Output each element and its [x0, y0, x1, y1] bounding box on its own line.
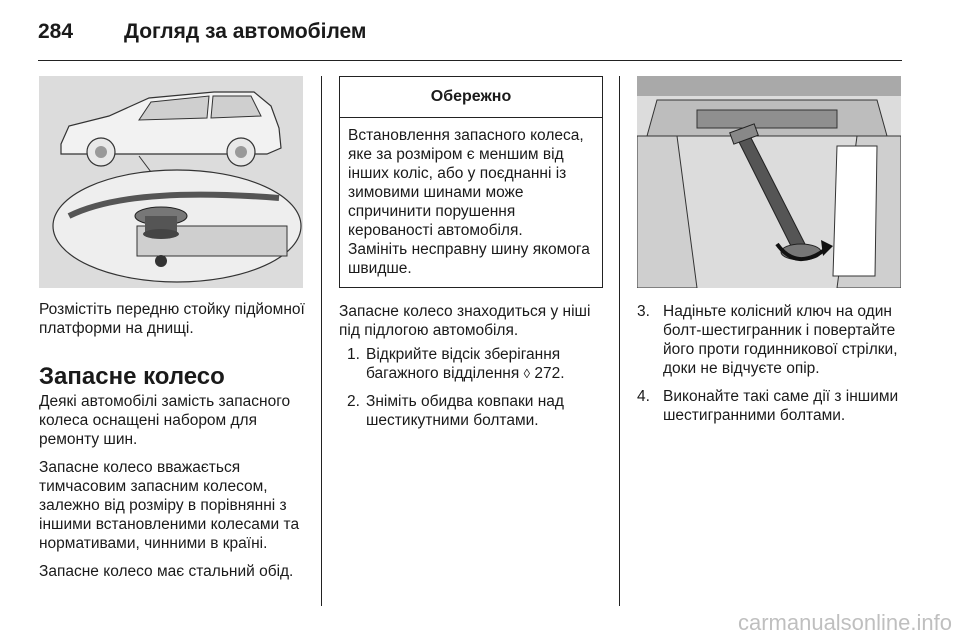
page-reference-icon: ◊	[523, 366, 531, 381]
warning-body	[340, 118, 602, 287]
page-reference[interactable]: 272.	[534, 365, 565, 382]
step-number: 2.	[347, 393, 360, 410]
step-text: Виконайте такі саме дії з іншими шестигранними болтами.	[663, 388, 899, 424]
paragraph-temporary-spare: Запасне колесо вважається тимчасовим запасним колесом, залежно від розміру в порівнянні з іншими встановленими колесами та нормативами, чинними в країні.	[39, 459, 300, 552]
steps-list-2	[637, 302, 903, 425]
page-title: Догляд за автомобілем	[124, 20, 367, 43]
step-number: 1.	[347, 346, 360, 363]
page-header	[38, 14, 902, 60]
illustration-caption: Розмістіть передню стойку підйомної платформи на днищі.	[39, 301, 305, 337]
wheel-wrench-illustration	[637, 76, 901, 288]
wheel-wrench-drawing	[637, 76, 901, 288]
section-title: Запасне колесо	[39, 363, 225, 390]
column-divider-1	[321, 76, 322, 606]
column-divider-2	[619, 76, 620, 606]
list-item	[339, 345, 603, 383]
list-item	[637, 302, 903, 378]
warning-advice: Замініть несправну шину якомога швидше.	[348, 241, 590, 277]
warning-box	[339, 76, 603, 288]
paragraph-steel-rim: Запасне колесо має стальний обід.	[39, 563, 294, 580]
column-2	[339, 76, 603, 439]
warning-text: Встановлення запасного колеса, яке за розміром є меншим від інших коліс, або у поєднанні із зимовими шинами може спричинити порушення керованості автомобіля.	[348, 127, 584, 239]
steps-list-1	[339, 345, 603, 430]
step-text: Надіньте колісний ключ на один болт-шестигранник і повертайте його проти годинникової стрілки, доки не відчуєте опір.	[663, 303, 898, 377]
warning-title: Обережно	[340, 77, 602, 118]
list-item	[339, 392, 603, 430]
column-1	[39, 76, 305, 581]
page-number: 284	[38, 20, 74, 43]
car-lift-drawing	[39, 76, 303, 288]
spare-location-text: Запасне колесо знаходиться у ніші під підлогою автомобіля.	[339, 303, 591, 339]
step-text: Відкрийте відсік зберігання багажного відділення	[366, 346, 561, 382]
header-rule	[38, 60, 902, 61]
step-number: 3.	[637, 303, 650, 320]
car-lift-illustration	[39, 76, 303, 288]
column-3	[637, 76, 903, 434]
watermark: carmanualsonline.info	[737, 610, 952, 635]
step-number: 4.	[637, 388, 650, 405]
paragraph-repair-kit: Деякі автомобілі замість запасного колеса оснащені набором для ремонту шин.	[39, 393, 291, 448]
step-text: Зніміть обидва ковпаки над шестикутними болтами.	[366, 393, 564, 429]
list-item	[637, 387, 903, 425]
